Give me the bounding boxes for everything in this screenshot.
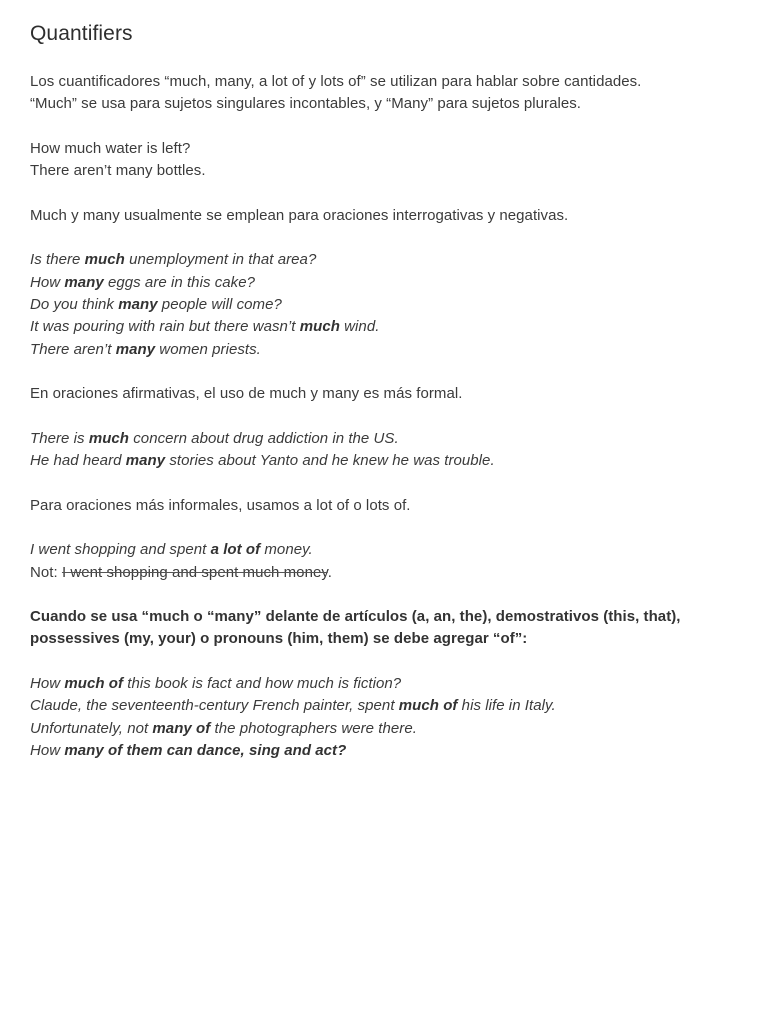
example-text: stories about Yanto and he knew he was trouble. xyxy=(165,452,495,470)
struck-incorrect-sentence: I went shopping and spent much money xyxy=(61,563,328,581)
example-text: He had heard xyxy=(30,452,126,470)
example-text: money. xyxy=(260,541,313,559)
example-text: Claude, the seventeenth-century French painter, spent xyxy=(30,697,399,715)
italic-example-line xyxy=(30,539,738,561)
example-text: How xyxy=(30,675,65,693)
page-title: Quantifiers xyxy=(30,22,133,45)
example-text: women priests. xyxy=(155,340,261,358)
italic-example-line xyxy=(30,695,738,717)
bold-rule-line-2: possessives (my, your) o pronouns (him, them) se debe agregar “of”: xyxy=(30,630,528,648)
example-line: There aren’t many bottles. xyxy=(30,162,206,180)
quantifier-bold: many xyxy=(125,452,166,470)
quantifier-bold: a lot of xyxy=(210,541,261,559)
rule-line: Para oraciones más informales, usamos a lot of o lots of. xyxy=(30,496,411,514)
italic-example-line xyxy=(30,339,738,361)
italic-example-line xyxy=(30,673,738,695)
example-text: How xyxy=(30,273,65,291)
quantifier-bold: many xyxy=(115,340,156,358)
quantifier-bold: many xyxy=(64,273,104,291)
spacer xyxy=(30,116,738,138)
example-text: There is xyxy=(30,429,89,447)
quantifier-bold: many xyxy=(118,295,158,313)
example-text: Do you think xyxy=(30,295,119,313)
spacer xyxy=(30,584,738,606)
rule-line: En oraciones afirmativas, el uso de much y many es más formal. xyxy=(30,385,463,403)
intro-line-2: “Much” se usa para sujetos singulares incontables, y “Many” para sujetos plurales. xyxy=(30,95,582,113)
quantifier-bold: many of xyxy=(152,719,211,737)
quantifier-bold: many of them can dance, sing and act? xyxy=(64,741,347,759)
rule-line: Much y many usualmente se emplean para oraciones interrogativas y negativas. xyxy=(30,206,569,224)
spacer xyxy=(30,182,738,204)
example-line: How much water is left? xyxy=(30,139,191,157)
spacer xyxy=(30,472,738,494)
italic-example-line xyxy=(30,740,738,762)
spacer xyxy=(30,651,738,673)
spacer xyxy=(30,361,738,383)
italic-example-line xyxy=(30,316,738,338)
example-text: It was pouring with rain but there wasn’t xyxy=(30,318,300,336)
italic-example-line xyxy=(30,294,738,316)
quantifier-bold: much xyxy=(88,429,130,447)
incorrect-example-line xyxy=(30,562,738,584)
example-text: people will come? xyxy=(157,295,282,313)
spacer xyxy=(30,405,738,427)
example-text: his life in Italy. xyxy=(457,697,556,715)
intro-line-1: Los cuantificadores “much, many, a lot of y lots of” se utilizan para hablar sobre cantidades. xyxy=(30,73,642,90)
example-text: eggs are in this cake? xyxy=(103,273,256,291)
quantifier-bold: much xyxy=(299,318,340,336)
quantifier-bold: much xyxy=(84,251,125,269)
example-text: How xyxy=(30,741,65,759)
spacer xyxy=(30,517,738,539)
italic-example-line xyxy=(30,249,738,271)
italic-example-line xyxy=(30,428,738,450)
bold-rule-line-1: Cuando se usa “much o “many” delante de artículos (a, an, the), demostrativos (this, that), xyxy=(30,608,681,626)
quantifier-bold: much of xyxy=(398,697,458,715)
italic-example-line xyxy=(30,272,738,294)
period: . xyxy=(327,563,333,581)
italic-example-line xyxy=(30,718,738,740)
document-body xyxy=(30,71,738,762)
not-label: Not: xyxy=(30,563,62,581)
example-text: Unfortunately, not xyxy=(30,719,153,737)
example-text: unemployment in that area? xyxy=(124,251,317,269)
example-text: Is there xyxy=(30,251,85,269)
example-text: wind. xyxy=(339,318,380,336)
example-text: I went shopping and spent xyxy=(30,541,211,559)
example-text: There aren’t xyxy=(30,340,116,358)
quantifier-bold: much of xyxy=(64,675,124,693)
example-text: the photographers were there. xyxy=(210,719,417,737)
spacer xyxy=(30,227,738,249)
example-text: concern about drug addiction in the US. xyxy=(129,429,399,447)
italic-example-line xyxy=(30,450,738,472)
example-text: this book is fact and how much is fiction? xyxy=(123,675,402,693)
